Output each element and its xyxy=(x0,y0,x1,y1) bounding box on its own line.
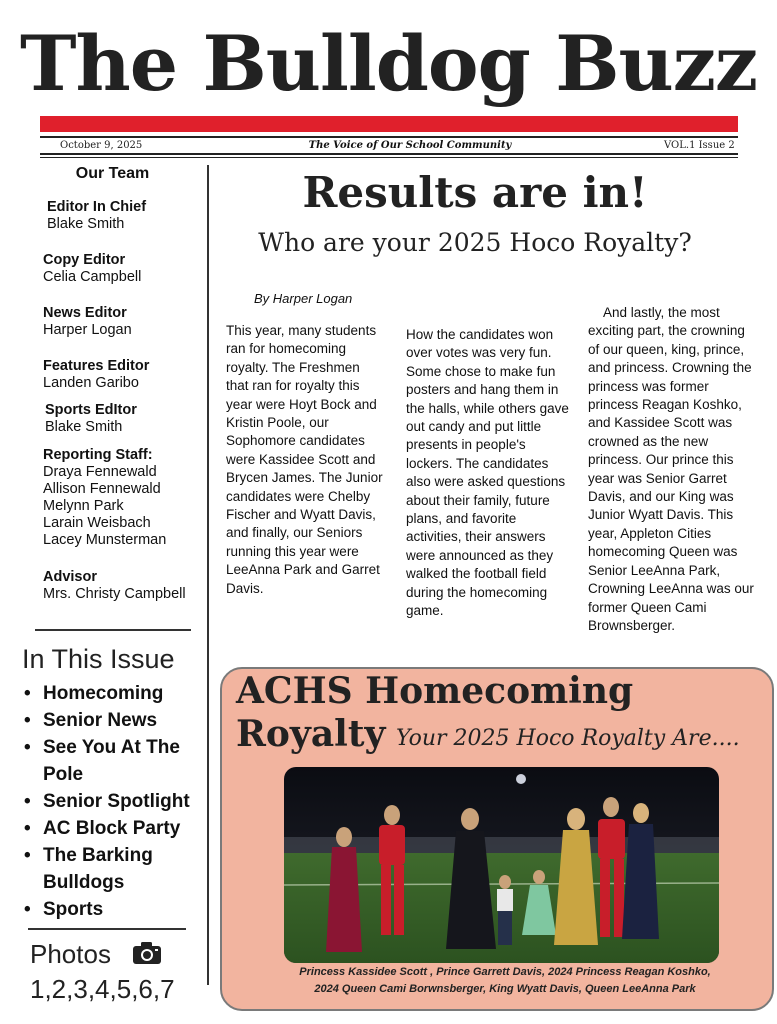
role-label: Reporting Staff: xyxy=(43,447,153,463)
team-heading: Our Team xyxy=(75,165,150,182)
article-byline: By Harper Logan xyxy=(254,291,353,306)
issue-item[interactable]: • Homecoming xyxy=(22,680,208,707)
masthead-rule-bottom-thin xyxy=(40,157,738,158)
team-editor-in-chief xyxy=(47,199,208,233)
article-column-1: This year, many students ran for homecoming royalty. The Freshmen that ran for royalty this year were Hoyt Bock and Kristin Poole, our Sophomore candidates were Kassidee Scott and Brycen James. The Junior candidates were Chelby Fischer and Wyatt Davis, and finally, our Seniors running this year were LeeAnna Park and Garret Davis. xyxy=(226,323,383,596)
masthead-rule-bottom xyxy=(40,153,738,155)
team-features-editor xyxy=(43,358,208,392)
photo-caption xyxy=(270,964,740,998)
article-subheadline: Who are your 2025 Hoco Royalty? xyxy=(258,228,692,257)
photos-label: Photos xyxy=(30,939,111,969)
photos-numbers: 1,2,3,4,5,6,7 xyxy=(30,974,175,1004)
photos-credit xyxy=(30,938,175,1006)
role-label: Copy Editor xyxy=(43,252,126,268)
role-label: Editor In Chief xyxy=(47,199,147,215)
staff-name: Draya Fennewald xyxy=(43,464,157,480)
staff-name: Landen Garibo xyxy=(43,375,139,391)
role-label: Features Editor xyxy=(43,358,150,374)
role-label: Advisor xyxy=(43,569,97,585)
team-reporting-staff xyxy=(43,447,208,549)
masthead-rule-top xyxy=(40,136,738,138)
issue-item[interactable]: • Senior News xyxy=(22,707,208,734)
issue-item[interactable]: • Senior Spotlight xyxy=(22,788,208,815)
newspaper-title: The Bulldog Buzz xyxy=(19,19,758,108)
staff-name: Blake Smith xyxy=(47,216,125,232)
staff-name: Mrs. Christy Campbell xyxy=(43,586,186,602)
team-copy-editor xyxy=(43,252,208,286)
caption-line-2: 2024 Queen Cami Borwnsberger, King Wyatt Davis, Queen LeeAnna Park xyxy=(314,983,696,995)
feature-title-line2: Royalty xyxy=(236,713,386,755)
camera-icon xyxy=(132,940,162,973)
issue-date: October 9, 2025 xyxy=(60,140,143,151)
team-sports-editor xyxy=(45,402,208,436)
sidebar-divider-bottom xyxy=(28,928,186,930)
article-column-2: How the candidates won over votes was very fun. Some chose to make fun posters and hang them in the halls, while others gave out candy and put little presents in people's lockers. The candidates also were asked questions about their family, future plans, and favorite activities, their answers were announced as they walked the football field during the homecoming game. xyxy=(406,327,569,619)
role-label: Sports EdItor xyxy=(45,402,137,418)
staff-name: Melynn Park xyxy=(43,498,124,514)
caption-line-1: Princess Kassidee Scott , Prince Garrett Davis, 2024 Princess Reagan Koshko, xyxy=(299,966,711,978)
role-label: News Editor xyxy=(43,305,127,321)
sidebar-divider xyxy=(35,629,191,631)
issue-item[interactable]: • The Barking Bulldogs xyxy=(22,842,208,896)
staff-name: Lacey Munsterman xyxy=(43,532,167,548)
article-headline: Results are in! xyxy=(302,168,648,217)
article-column-3: And lastly, the most exciting part, the crowning of our queen, king, prince, and princess. Crowning the princess was former princess Reagan Koshko, and Kassidee Scott was crowned as the new princess. Our prince this year was Senior Garret Davis, and our King was Junior Wyatt Davis. This year, Appleton Cities homecoming Queen was Senior LeeAnna Park, Crowning LeeAnna was our former Queen Cami Brownsberger. xyxy=(588,305,754,633)
volume-issue: VOL.1 Issue 2 xyxy=(664,140,735,151)
staff-name: Blake Smith xyxy=(45,419,123,435)
issue-item[interactable]: • AC Block Party xyxy=(22,815,208,842)
team-advisor xyxy=(43,569,208,603)
feature-title-line1: ACHS Homecoming xyxy=(236,670,634,712)
staff-name: Harper Logan xyxy=(43,322,132,338)
staff-name: Allison Fennewald xyxy=(43,481,161,497)
sidebar-team xyxy=(30,165,208,603)
in-this-issue-heading: In This Issue xyxy=(22,644,175,674)
royalty-photo xyxy=(284,767,719,963)
staff-name: Larain Weisbach xyxy=(43,515,151,531)
team-news-editor xyxy=(43,305,208,339)
masthead-red-bar xyxy=(40,116,738,132)
tagline: The Voice of Our School Community xyxy=(308,140,512,151)
in-this-issue-list xyxy=(22,680,208,923)
issue-item[interactable]: • Sports xyxy=(22,896,208,923)
feature-subtitle: Your 2025 Hoco Royalty Are.... xyxy=(396,726,740,751)
issue-item[interactable]: • See You At The Pole xyxy=(22,734,208,788)
staff-name: Celia Campbell xyxy=(43,269,142,285)
